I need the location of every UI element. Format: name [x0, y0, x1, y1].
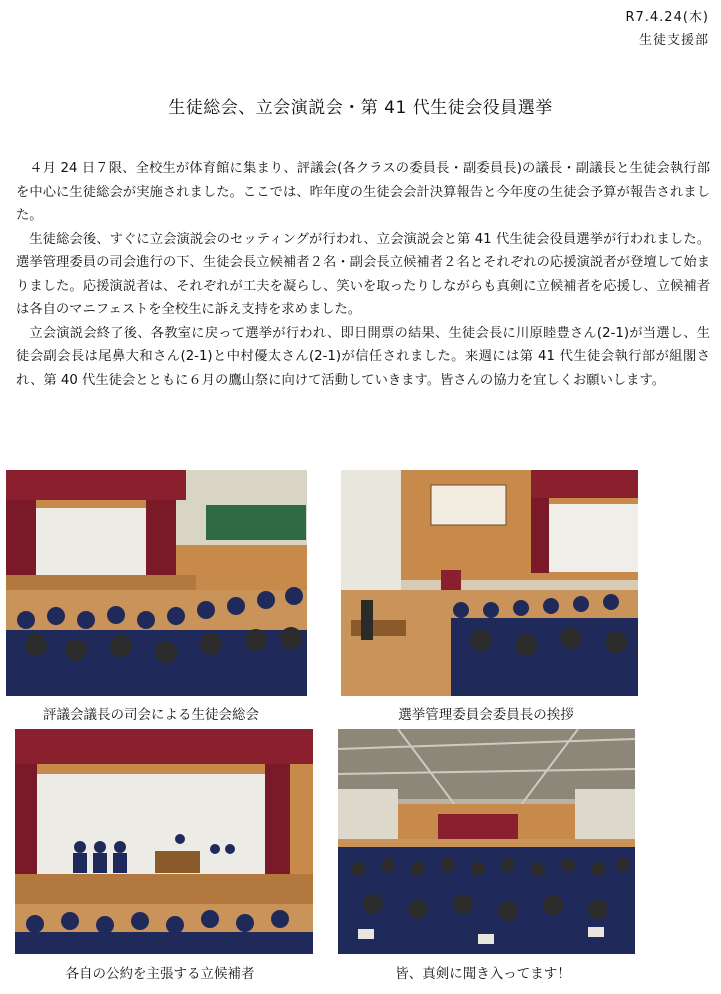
- page-title: 生徒総会、立会演説会・第 41 代生徒会役員選挙: [168, 98, 553, 118]
- paragraph-2: 生徒総会後、すぐに立会演説会のセッティングが行われ、立会演説会と第 41 代生徒会役員選挙が行われました。選挙管理委員の司会進行の下、生徒会長立候補者２名・副会長立候補者２名とそれぞれの応援演説者が登壇して始まりました。応援演説者は、それぞれが工夫を凝らし、笑いを取ったりしながらも真剣に立候補者を応援し、立候補者は各自のマニフェストを全校生に訴え支持を求めました。: [16, 231, 710, 317]
- caption-3: 各自の公約を主張する立候補者: [65, 966, 255, 982]
- caption-2: 選挙管理委員会委員長の挨拶: [398, 707, 574, 723]
- paragraph-1: ４月 24 日７限、全校生が体育館に集まり、評議会(各クラスの委員長・副委員長)の議長・副議長と生徒会執行部を中心に生徒総会が実施されました。ここでは、昨年度の生徒会会計決算報告と今年度の生徒会予算が報告されました。: [16, 161, 710, 223]
- photo-audience: [338, 729, 635, 954]
- department-label: 生徒支援部: [638, 33, 709, 48]
- caption-4: 皆、真剣に聞き入ってます！: [395, 966, 571, 982]
- photo-committee-speech: [341, 470, 638, 696]
- photo-assembly: [6, 470, 307, 696]
- article-body: [16, 157, 710, 392]
- caption-1: 評議会議長の司会による生徒会総会: [43, 707, 259, 723]
- date-label: R7.4.24(木): [625, 10, 709, 25]
- header-meta: [625, 6, 709, 52]
- paragraph-3: 立会演説会終了後、各教室に戻って選挙が行われ、即日開票の結果、生徒会長に川原睦豊さん(2-1)が当選し、生徒会副会長は尾鼻大和さん(2-1)と中村優太さん(2-1)が信任されました。来週には第 41 代生徒会執行部が組閣され、第 40 代生徒会とともに６月の鷹山祭に向けて活動していきます。皆さんの協力を宜しくお願いします。: [16, 325, 710, 388]
- photo-candidates: [15, 729, 313, 954]
